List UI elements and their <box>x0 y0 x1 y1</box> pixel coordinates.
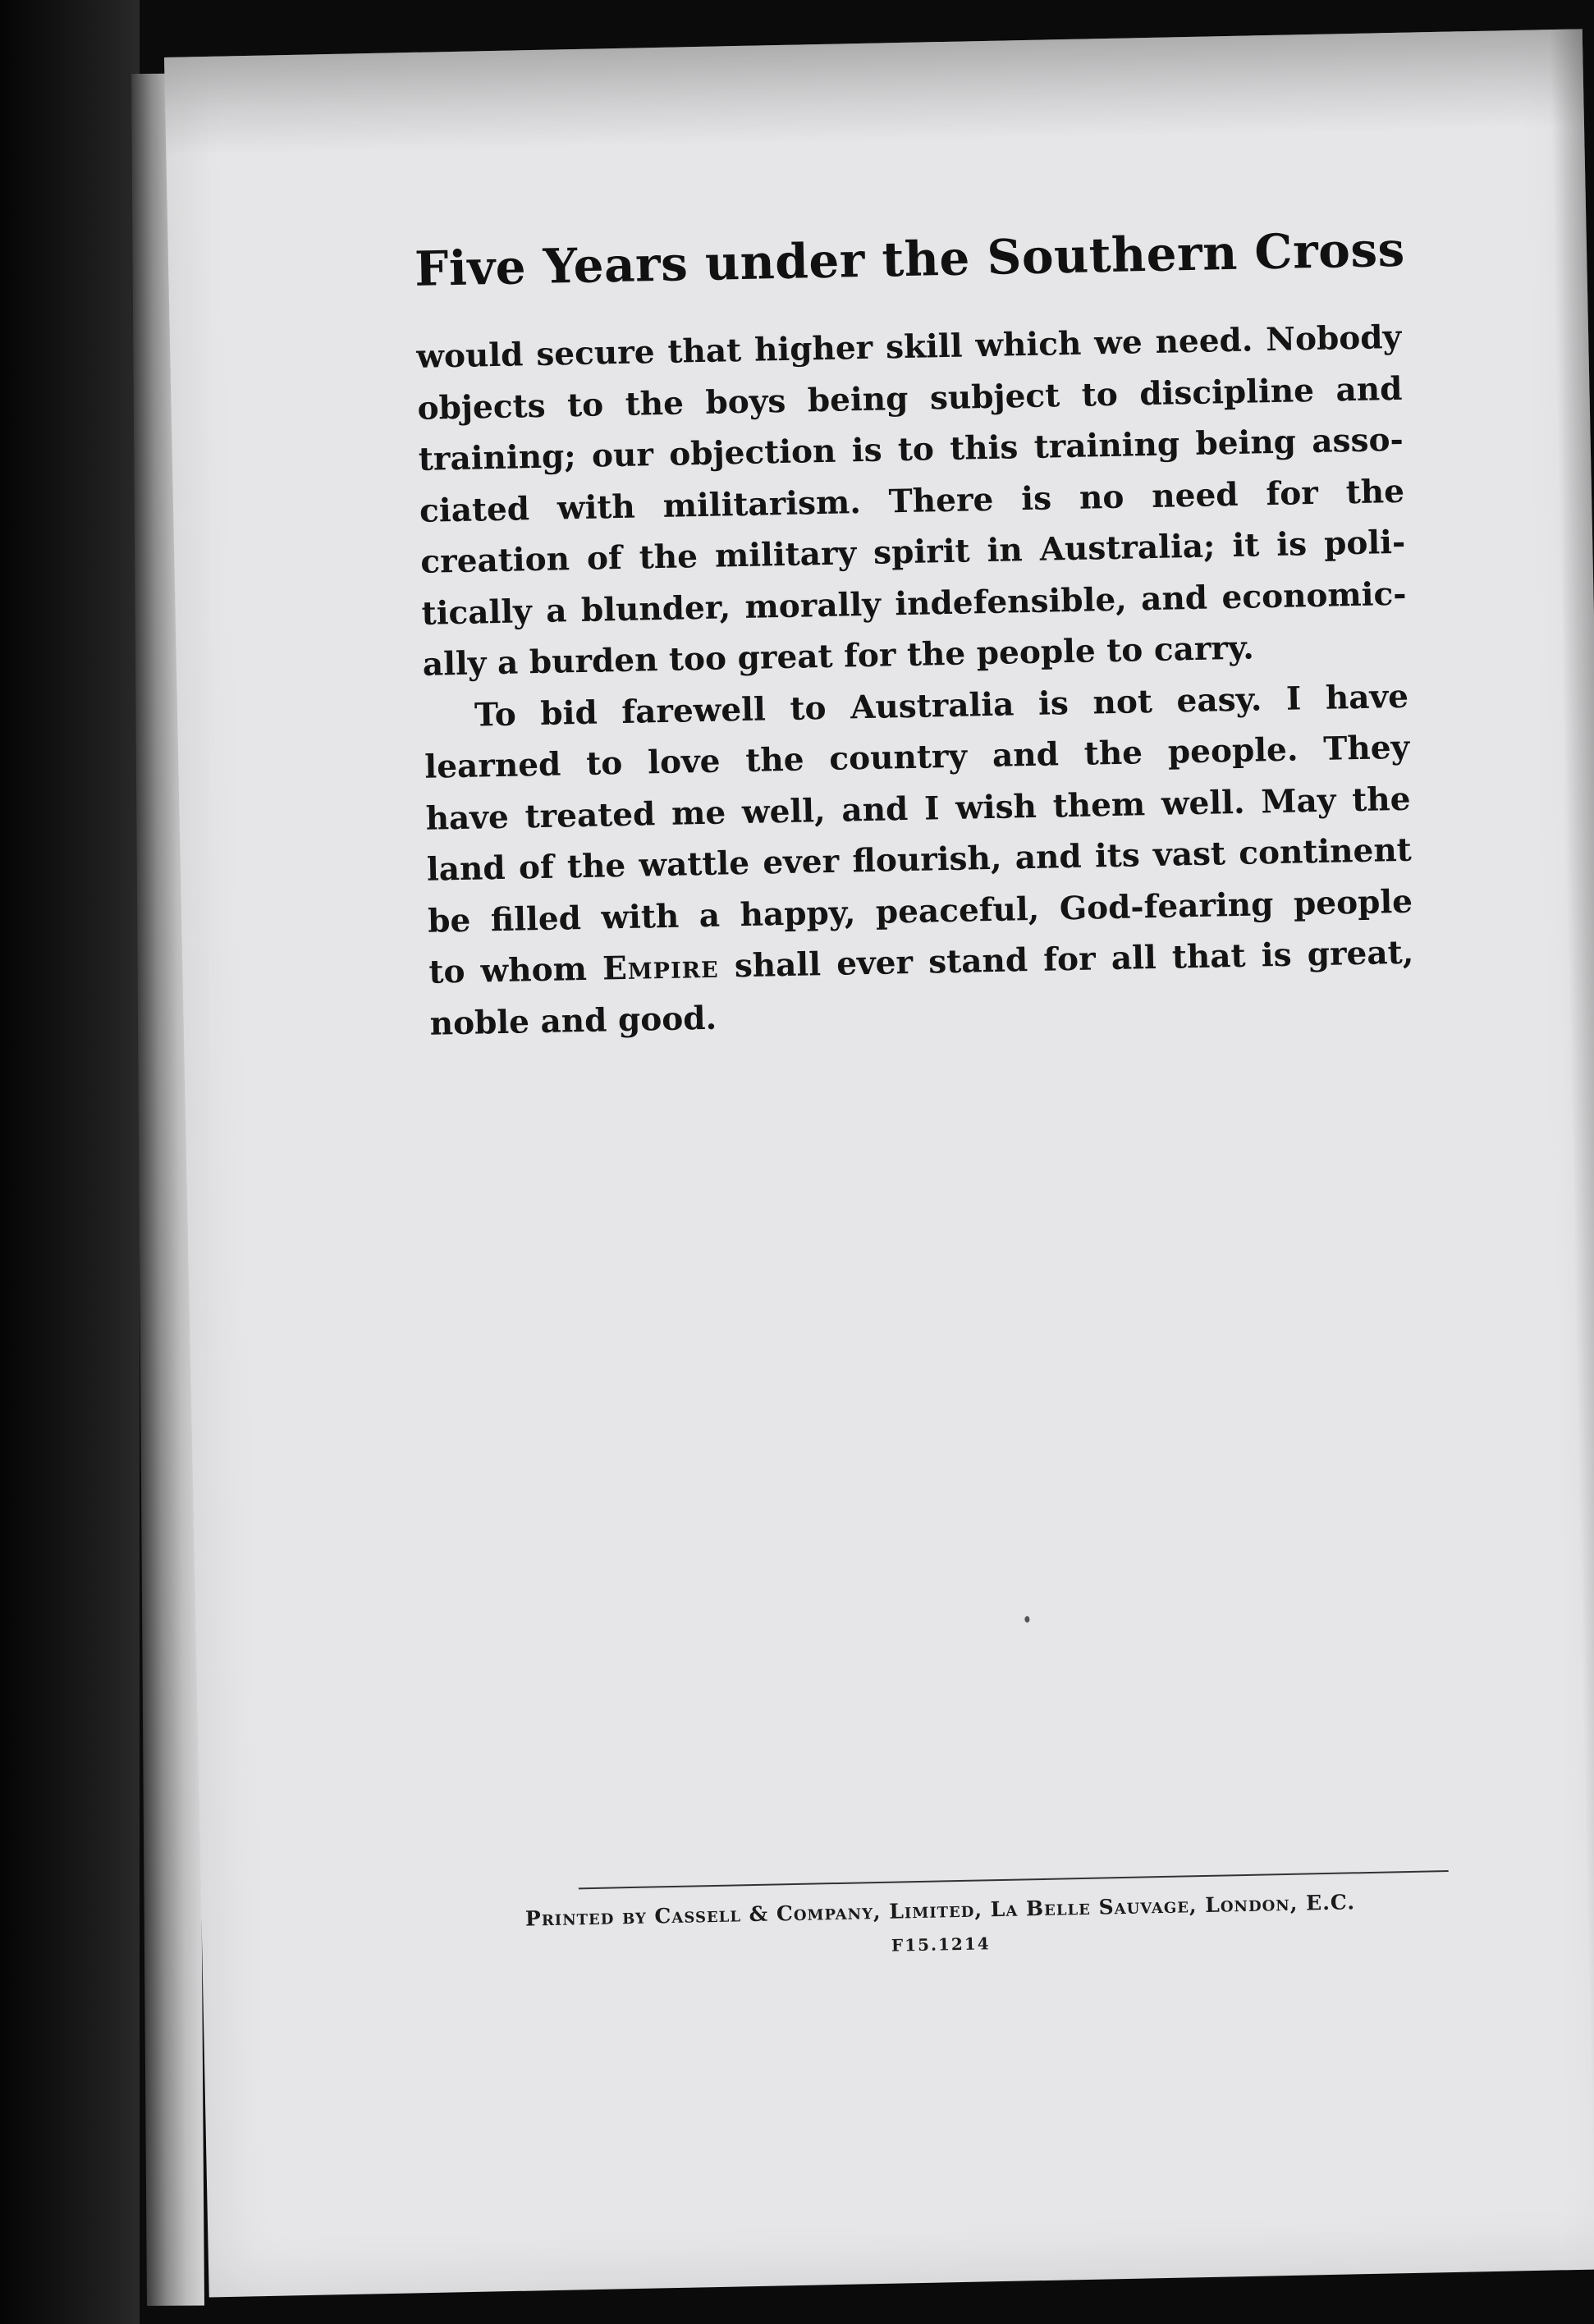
text-fragment: to whom <box>428 949 603 991</box>
page-right-shading <box>1550 29 1594 2269</box>
text-line: would secure that higher skill which we need. Nobody <box>415 318 1402 376</box>
book-page <box>164 29 1594 2297</box>
text-line: creation of the military spirit in Australia; it is poli- <box>419 523 1406 581</box>
text-line: learned to love the country and the people. They <box>424 728 1410 786</box>
printer-imprint: Printed by Cassell & Company, Limited, La Belle Sauvage, London, E.C. <box>524 1890 1356 1931</box>
text-line: tically a blunder, morally indefensible, and economic- <box>421 574 1407 633</box>
text-line: land of the wattle ever flourish, and its vast continent <box>426 830 1413 889</box>
text-line: have treated me well, and I wish them well. May the <box>425 780 1411 838</box>
text-fragment: shall ever stand for all that is great, <box>718 933 1414 986</box>
text-line: ally a burden too great for the people to carry. <box>422 629 1255 684</box>
print-code: F15.1214 <box>891 1933 991 1956</box>
page-top-shading <box>164 29 1584 156</box>
running-head: Five Years under the Southern Cross <box>414 221 1406 297</box>
imprint-rule <box>579 1870 1449 1889</box>
text-line: be filled with a happy, peaceful, God-fearing people <box>427 882 1413 940</box>
text-line: noble and good. <box>429 999 717 1043</box>
text-line: objects to the boys being subject to discipline and <box>417 369 1403 428</box>
empire-small-caps: Empire <box>602 947 720 988</box>
text-line: training; our objection is to this training being asso- <box>418 420 1404 478</box>
text-line: ciated with militarism. There is no need for the <box>419 472 1405 530</box>
text-line: To bid farewell to Australia is not easy. I have <box>474 677 1409 734</box>
body-text <box>416 312 1415 1050</box>
book-spine-shadow <box>0 0 140 2324</box>
paper-speck <box>1024 1616 1029 1622</box>
